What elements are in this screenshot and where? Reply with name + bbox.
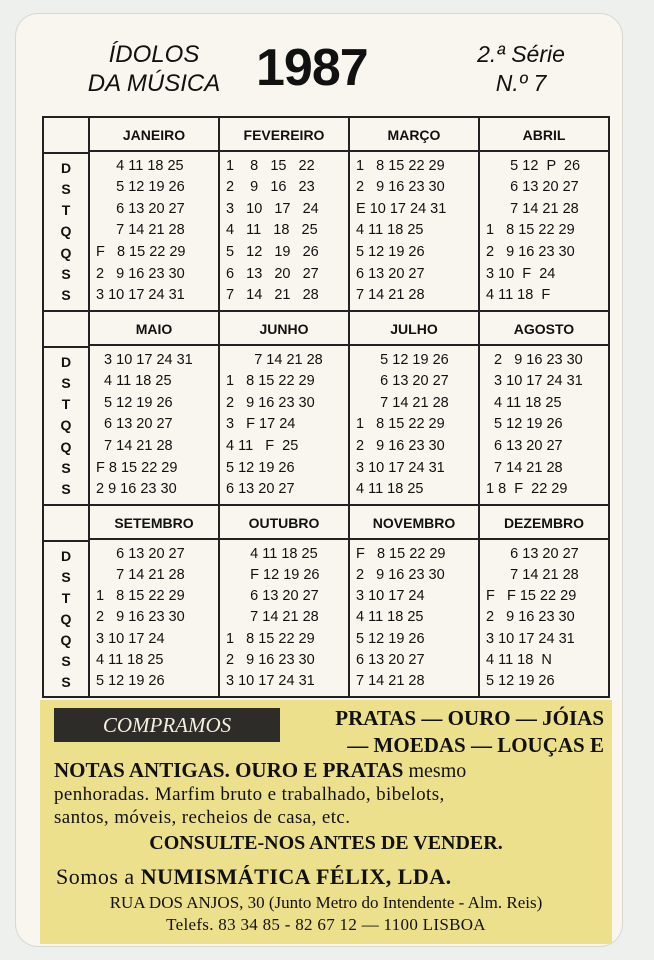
month-name: AGOSTO	[480, 312, 608, 346]
week-row: 5 12 19 26	[96, 394, 173, 411]
week-row: 6 13 20 27	[226, 481, 295, 498]
weekday-label: S	[61, 266, 71, 283]
weekday-label: T	[61, 202, 71, 219]
week-row: 3 10 17 24 31	[96, 287, 185, 304]
week-row: 4 11 18 25	[226, 222, 318, 239]
week-row: 7 14 21 28	[226, 351, 323, 368]
weekday-header-blank	[44, 312, 88, 346]
week-row: 4 11 18 25	[356, 609, 424, 626]
ad-badge: COMPRAMOS	[54, 708, 280, 742]
month-name: OUTUBRO	[220, 506, 348, 540]
weekday-column	[44, 312, 90, 504]
week-row: 6 13 20 27	[486, 438, 563, 455]
week-row: 6 13 20 27	[226, 588, 319, 605]
week-row: 3 F 17 24	[226, 416, 296, 433]
week-row: 2 9 16 23 30	[226, 394, 315, 411]
weekday-column	[44, 506, 90, 696]
weekday-label: T	[61, 589, 71, 606]
week-row: 3 10 17 24	[96, 630, 165, 647]
weekday-list	[44, 348, 88, 504]
week-row: 4 11 18 25	[356, 481, 424, 498]
week-row: 3 10 17 24 31	[96, 351, 193, 368]
week-row: 1 8 15 22 29	[486, 222, 575, 239]
week-row: 1 8 15 22 29	[226, 630, 315, 647]
ad-line-3-bold: NOTAS ANTIGAS. OURO E PRATAS	[54, 758, 404, 782]
week-row: 1 8 15 22	[226, 157, 315, 174]
weekday-label: Q	[60, 610, 72, 627]
month-name: ABRIL	[480, 118, 608, 152]
weekday-label: S	[61, 180, 71, 197]
week-row: 7 14 21 28	[486, 200, 579, 217]
weekday-label: T	[61, 396, 71, 413]
ad-consult-line: CONSULTE-NOS ANTES DE VENDER.	[149, 832, 503, 854]
weekday-label: Q	[60, 223, 72, 240]
month-column	[480, 312, 608, 504]
month-days	[90, 346, 218, 504]
week-row: 7 14 21 28	[96, 566, 185, 583]
week-row: F 8 15 22 29	[96, 459, 178, 476]
month-column	[480, 506, 608, 696]
month-column	[480, 118, 608, 310]
weekday-header-blank	[44, 506, 88, 540]
week-row: 5 12 19 26	[356, 244, 425, 261]
ad-phones: Telefs. 83 34 85 - 82 67 12 — 1100 LISBOA	[166, 915, 486, 934]
month-name: FEVEREIRO	[220, 118, 348, 152]
calendar-grid	[42, 116, 610, 698]
week-row: 3 10 17 24	[356, 588, 425, 605]
week-row: 5 12 19 26	[96, 673, 165, 690]
week-row: 6 13 20 27	[356, 265, 425, 282]
ad-company-line	[56, 864, 452, 890]
month-days	[350, 152, 478, 310]
series-title-line1: ÍDOLOS	[108, 41, 200, 68]
week-row: 3 10 17 24 31	[486, 630, 575, 647]
week-row: 3 10 17 24 31	[356, 459, 445, 476]
week-row: F 8 15 22 29	[96, 244, 186, 261]
week-row: 7 14 21 28	[356, 287, 425, 304]
month-days	[90, 152, 218, 310]
week-row: 5 12 19 26	[356, 630, 425, 647]
week-row: 7 14 21 28	[96, 222, 185, 239]
ad-line-3-rest: mesmo	[403, 760, 467, 782]
week-row: 5 12 19 26	[486, 416, 563, 433]
ad-line-2: — MOEDAS — LOUÇAS E	[347, 733, 604, 757]
weekday-header-blank	[44, 118, 88, 152]
month-days	[350, 540, 478, 696]
week-row: 2 9 16 23 30	[96, 609, 185, 626]
week-row: 3 10 F 24	[486, 265, 556, 282]
week-row: 6 13 20 27	[96, 545, 185, 562]
month-days	[220, 152, 348, 310]
week-row: 4 11 F 25	[226, 438, 299, 455]
week-row: 5 12 P 26	[486, 157, 581, 174]
month-column	[90, 506, 220, 696]
weekday-label: D	[60, 547, 72, 564]
week-row: 3 10 17 24 31	[486, 373, 583, 390]
series-title	[74, 40, 234, 98]
ad-line-1: PRATAS — OURO — JÓIAS	[335, 706, 604, 730]
month-name: DEZEMBRO	[480, 506, 608, 540]
weekday-label: S	[61, 568, 71, 585]
week-row: 4 11 18 25	[96, 652, 164, 669]
week-row: 2 9 16 23	[226, 179, 315, 196]
series-number	[456, 40, 586, 98]
week-row: F 8 15 22 29	[356, 545, 446, 562]
month-days	[90, 540, 218, 696]
week-row: 4 11 18 25	[486, 394, 562, 411]
week-row: 7 14 21 28	[486, 459, 563, 476]
week-row: 1 8 15 22 29	[226, 373, 315, 390]
month-column	[90, 312, 220, 504]
quarter-block	[44, 506, 608, 696]
week-row: 2 9 16 23 30	[486, 609, 575, 626]
week-row: 1 8 15 22 29	[356, 157, 445, 174]
weekday-list	[44, 154, 88, 310]
week-row: 1 8 F 22 29	[486, 481, 568, 498]
serie-label: 2.ª Série	[477, 41, 565, 67]
week-row: 4 11 18 25	[356, 222, 424, 239]
weekday-label: Q	[60, 631, 72, 648]
month-name: MARÇO	[350, 118, 478, 152]
month-name: JULHO	[350, 312, 478, 346]
week-row: 6 13 20 27	[356, 652, 425, 669]
serie-number: N.º 7	[495, 70, 547, 96]
week-row: F 12 19 26	[226, 566, 320, 583]
week-row: 5 12 19 26	[226, 459, 295, 476]
weekday-label: D	[60, 353, 72, 370]
week-row: 2 9 16 23 30	[356, 179, 445, 196]
week-row: 5 12 19 26	[96, 179, 185, 196]
week-row: 1 8 15 22 29	[356, 416, 445, 433]
week-row: 5 12 19 26	[356, 351, 449, 368]
ad-line-3	[54, 758, 466, 783]
month-name: JANEIRO	[90, 118, 218, 152]
weekday-label: D	[60, 159, 72, 176]
month-column	[220, 118, 350, 310]
week-row: 2 9 16 23 30	[356, 438, 445, 455]
weekday-column	[44, 118, 90, 310]
month-column	[350, 312, 480, 504]
weekday-list	[44, 542, 88, 696]
week-row: 3 10 17 24	[226, 200, 319, 217]
week-row: E 10 17 24 31	[356, 200, 447, 217]
month-column	[220, 506, 350, 696]
weekday-label: S	[61, 374, 71, 391]
week-row: 2 9 16 23 30	[96, 481, 177, 498]
weekday-label: Q	[60, 417, 72, 434]
month-days	[220, 346, 348, 504]
series-title-line2: DA MÚSICA	[87, 70, 221, 97]
month-name: NOVEMBRO	[350, 506, 478, 540]
week-row: 6 13 20 27	[356, 373, 449, 390]
week-row: 6 13 20 27	[96, 200, 185, 217]
week-row: 4 11 18 F	[486, 287, 551, 304]
month-days	[480, 540, 608, 696]
week-row: F F 15 22 29	[486, 588, 577, 605]
weekday-label: Q	[60, 438, 72, 455]
week-row: 6 13 20 27	[486, 179, 579, 196]
month-days	[220, 540, 348, 696]
ad-address: RUA DOS ANJOS, 30 (Junto Metro do Intendente - Alm. Reis)	[109, 893, 543, 912]
week-row: 6 13 20 27	[226, 265, 319, 282]
ad-company-pre: Somos a	[56, 864, 141, 889]
month-days	[480, 346, 608, 504]
ad-company-name: NUMISMÁTICA FÉLIX, LDA.	[140, 864, 452, 889]
week-row: 4 11 18 25	[96, 157, 184, 174]
week-row: 7 14 21 28	[226, 609, 319, 626]
month-column	[220, 312, 350, 504]
week-row: 7 14 21 28	[356, 394, 449, 411]
advertisement	[40, 700, 612, 944]
quarter-block	[44, 312, 608, 506]
month-days	[350, 346, 478, 504]
weekday-label: S	[61, 287, 71, 304]
ad-line-4: penhoradas. Marfim bruto e trabalhado, bibelots,	[54, 784, 445, 805]
month-days	[480, 152, 608, 310]
month-column	[350, 118, 480, 310]
month-name: JUNHO	[220, 312, 348, 346]
week-row: 4 11 18 25	[96, 373, 172, 390]
weekday-label: S	[61, 460, 71, 477]
week-row: 1 8 15 22 29	[96, 588, 185, 605]
calendar-year: 1987	[256, 39, 368, 97]
month-column	[90, 118, 220, 310]
week-row: 2 9 16 23 30	[486, 244, 575, 261]
quarter-block	[44, 118, 608, 312]
week-row: 6 13 20 27	[96, 416, 173, 433]
week-row: 7 14 21 28	[226, 287, 319, 304]
week-row: 2 9 16 23 30	[96, 265, 185, 282]
weekday-label: S	[61, 652, 71, 669]
week-row: 2 9 16 23 30	[226, 652, 315, 669]
week-row: 7 14 21 28	[356, 673, 425, 690]
week-row: 5 12 19 26	[486, 673, 555, 690]
week-row: 2 9 16 23 30	[486, 351, 583, 368]
month-name: SETEMBRO	[90, 506, 218, 540]
week-row: 2 9 16 23 30	[356, 566, 445, 583]
week-row: 4 11 18 25	[226, 545, 318, 562]
week-row: 7 14 21 28	[96, 438, 173, 455]
month-column	[350, 506, 480, 696]
weekday-label: Q	[60, 244, 72, 261]
week-row: 5 12 19 26	[226, 244, 319, 261]
ad-line-5: santos, móveis, recheios de casa, etc.	[54, 807, 351, 828]
weekday-label: S	[61, 481, 71, 498]
weekday-label: S	[61, 673, 71, 690]
week-row: 7 14 21 28	[486, 566, 579, 583]
month-name: MAIO	[90, 312, 218, 346]
week-row: 4 11 18 N	[486, 652, 552, 669]
week-row: 3 10 17 24 31	[226, 673, 315, 690]
week-row: 6 13 20 27	[486, 545, 579, 562]
